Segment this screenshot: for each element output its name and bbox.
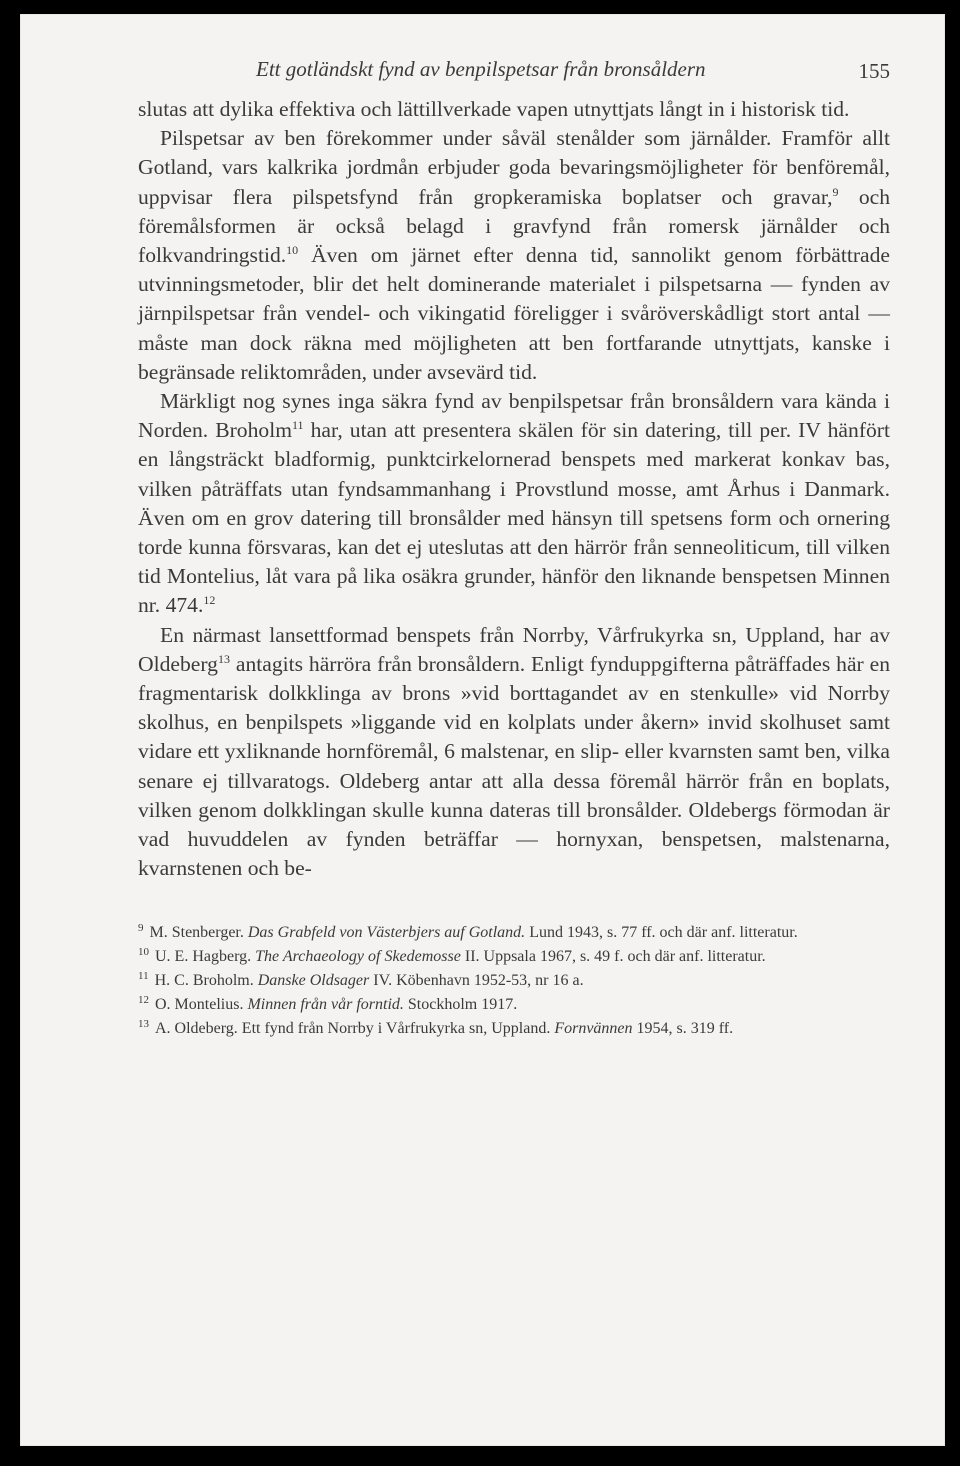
footnote-mark: 12 [138,994,149,1007]
footnote-mark: 13 [138,1018,149,1031]
paragraph-4 [138,621,890,884]
footnotes [138,921,890,1041]
footnote-rest: Lund 1943, s. 77 ff. och där anf. litteratur. [525,924,798,942]
paragraph-2-text-c: Även om järnet efter denna tid, sannolikt genom förbättrade utvinningsmetoder, blir det helt dominerande materialet i pilspetsarna — fynden av järnpilspetsar från vendel- och vikingatid föreligger i svåröverskådligt stort antal — måste man dock räkna med möjligheten att ben fortfarande utnyttjats, kanske i begränsade reliktområden, under avsevärd tid. [138,243,890,384]
footnote-12 [138,993,890,1017]
footnote-13 [138,1017,890,1041]
footnote-title: Fornvännen [554,1020,633,1038]
running-header [138,49,890,89]
footnote-author: A. Oldeberg. Ett fynd från Norrby i Vårfrukyrka sn, Uppland. [155,1020,555,1038]
page-content [138,49,890,1041]
footnote-author: O. Montelius. [155,996,248,1014]
footnote-title: Danske Oldsager [257,972,370,990]
body-text [138,95,890,883]
paragraph-2-text-a: Pilspetsar av ben förekommer under såväl stenålder som järnålder. Framför allt Gotland, vars kalkrika jordmån erbjuder goda bevaringsmöjligheter för benföremål, uppvisar flera pilspetsfynd från gropkeramiska boplatser och gravar, [138,126,890,209]
paragraph-3-text-b: har, utan att presentera skälen för sin datering, till per. IV hänfört en långsträckt bladformig, punktcirkelornerad benspets med markerat konkav bas, vilken påträffats utan fyndsammanhang i Provstlund mosse, amt Århus i Danmark. Även om en grov datering till bronsålder med hänsyn till spetsens form och ornering torde kunna försvaras, kan det ej uteslutas att den härrör från senneoliticum, till vilken tid Montelius, låt vara på lika osäkra grunder, hänför den liknande benspetsen Minnen nr. 474. [138,418,890,618]
footnote-ref-11[interactable]: 11 [292,418,304,433]
paragraph-1: slutas att dylika effektiva och lättillverkade vapen utnyttjats långt in i historisk tid. [138,97,850,121]
footnote-author: U. E. Hagberg. [155,948,256,966]
footnote-title: Minnen från vår forntid. [247,996,404,1014]
footnote-11 [138,969,890,993]
footnote-ref-9[interactable]: 9 [832,184,839,199]
footnote-ref-13[interactable]: 13 [217,651,230,666]
footnote-rest: II. Uppsala 1967, s. 49 f. och där anf. litteratur. [460,948,766,966]
footnote-ref-10[interactable]: 10 [286,242,299,257]
page-number: 155 [858,59,890,83]
footnote-author: M. Stenberger. [149,924,248,942]
paragraph-2 [138,124,890,387]
footnote-rest: IV. Köbenhavn 1952-53, nr 16 a. [369,972,584,990]
footnote-ref-12[interactable]: 12 [203,593,216,608]
paragraph-3 [138,387,890,621]
footnote-mark: 9 [138,922,144,935]
footnote-mark: 11 [138,970,149,983]
footnote-rest: 1954, s. 319 ff. [632,1020,734,1038]
paragraph-4-text-b: antagits härröra från bronsåldern. Enligt fynduppgifterna påträffades här en fragmentarisk dolkklinga av brons »vid borttagandet av en stenkulle» vid Norrby skolhus, en benpilspets »liggande vid en kolplats under åkern» invid skolhuset samt vidare ett yxliknande hornföremål, 6 malstenar, en slip- eller kvarnsten samt ben, vilka senare ej tillvaratogs. Oldeberg antar att alla dessa föremål härrör från en boplats, vilken genom dolkklingan skulle kunna dateras till bronsålder. Oldebergs förmodan är vad huvuddelen av fynden beträffar — hornyxan, benspetsen, malstenarna, kvarnstenen och be- [138,651,890,881]
footnote-title: Das Grabfeld von Västerbjers auf Gotland. [247,924,526,942]
paragraph-4-text-a: En närmast lansettformad benspets från Norrby, Vårfrukyrka sn, Uppland, har av Oldeberg [138,622,890,676]
footnote-rest: Stockholm 1917. [403,996,518,1014]
footnote-9 [138,921,890,945]
footnote-mark: 10 [138,946,149,959]
running-title: Ett gotländskt fynd av benpilspetsar från bronsåldern [256,57,706,81]
book-page [20,14,945,1446]
paragraph-2-text-b: och föremålsformen är också belagd i gravfynd från romersk järnålder och folkvandringstid. [138,184,891,268]
footnote-title: The Archaeology of Skedemosse [255,948,461,966]
paragraph-3-text-a: Märkligt nog synes inga säkra fynd av benpilspetsar från bronsåldern vara kända i Norden. Broholm [138,389,890,443]
footnote-10 [138,945,890,969]
footnote-author: H. C. Broholm. [154,972,258,990]
